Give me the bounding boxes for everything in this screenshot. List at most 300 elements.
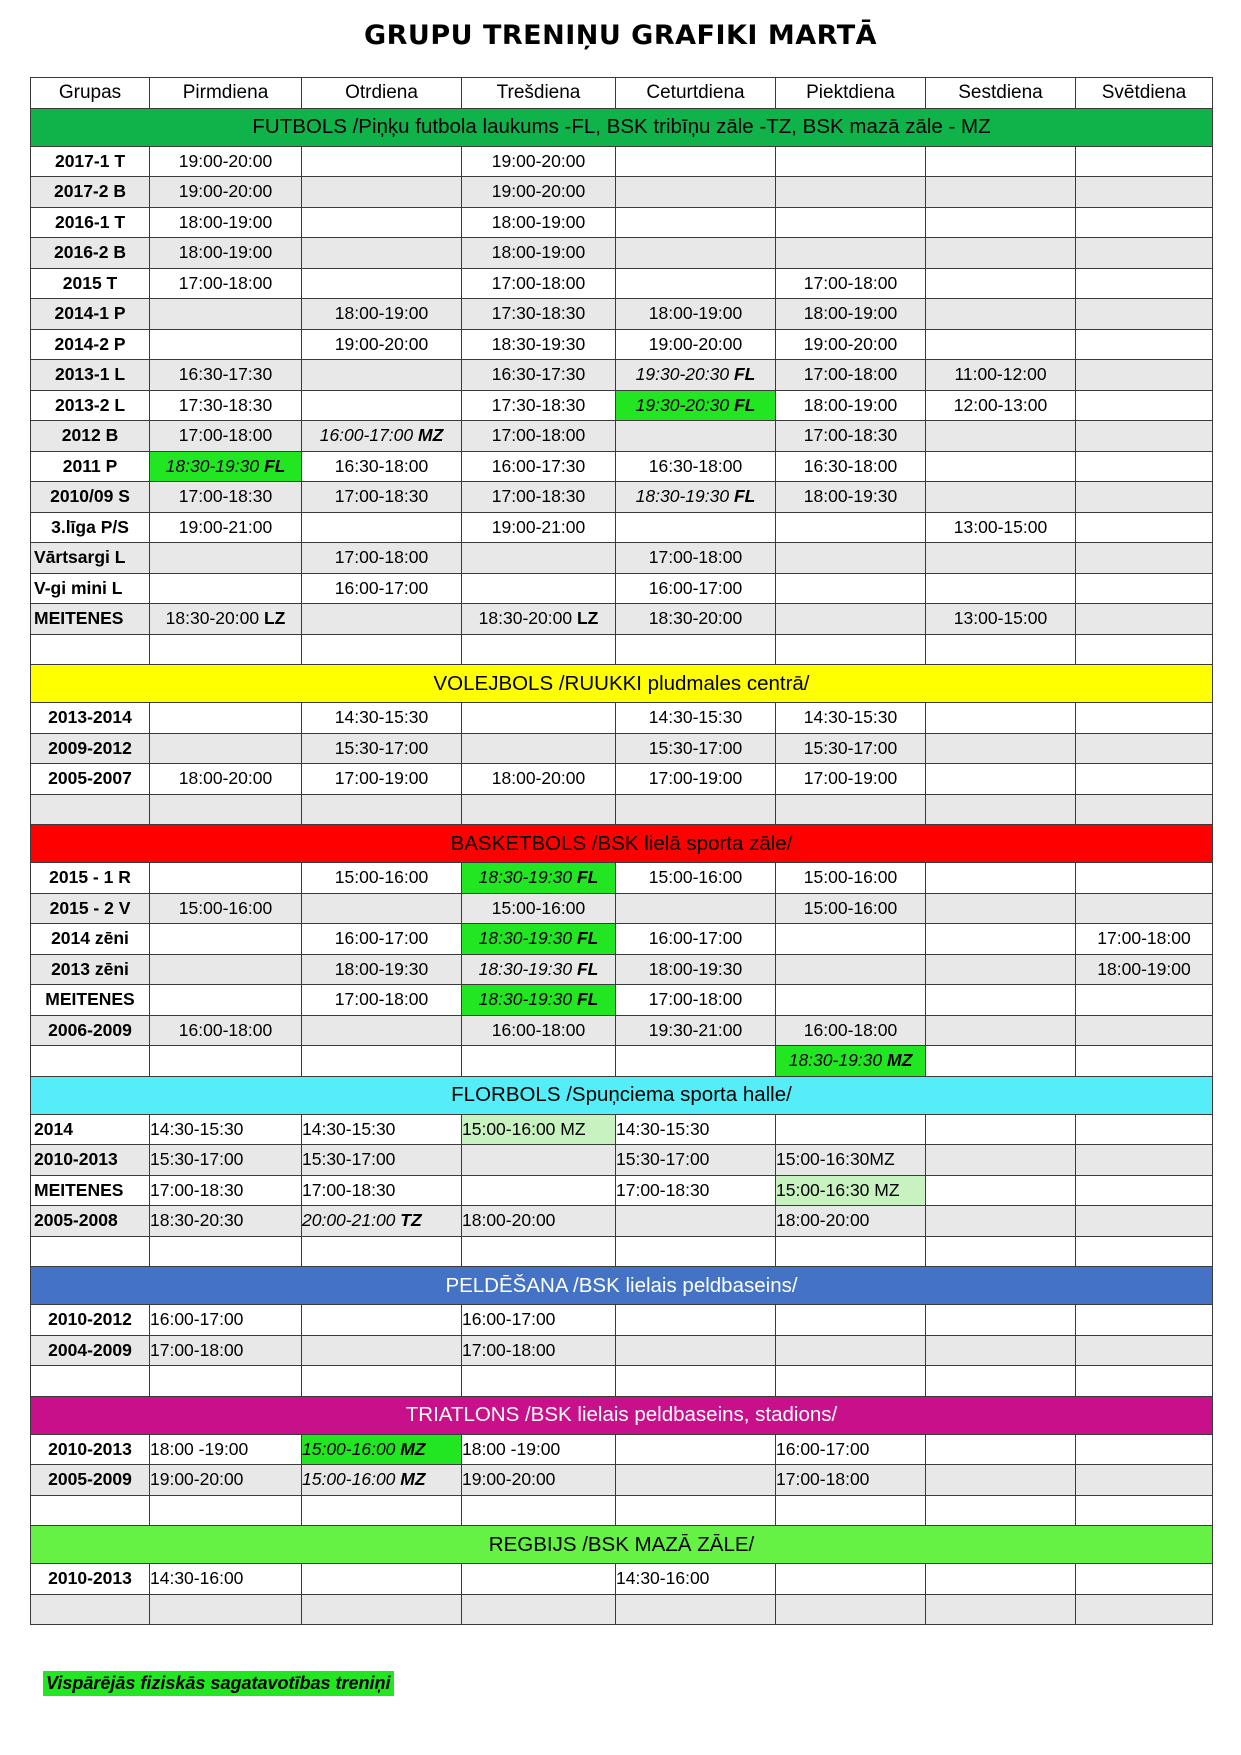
schedule-cell-tuesday <box>302 1366 462 1397</box>
schedule-cell-wednesday <box>462 1145 616 1176</box>
schedule-cell-wednesday <box>462 512 616 543</box>
schedule-cell-wednesday <box>462 451 616 482</box>
time-slot-text: 17:00-18:00 <box>178 272 273 293</box>
schedule-cell-sunday <box>1076 482 1213 513</box>
time-slot-text: 16:00-17:00 MZ <box>319 425 444 446</box>
schedule-cell-friday <box>776 604 926 635</box>
schedule-cell-friday <box>776 1145 926 1176</box>
schedule-cell-saturday <box>926 1236 1076 1267</box>
schedule-cell-friday <box>776 1465 926 1496</box>
schedule-cell-saturday <box>926 604 1076 635</box>
schedule-cell-thursday <box>616 634 776 665</box>
schedule-cell-tuesday <box>302 733 462 764</box>
group-name-cell: 2017-1 T <box>31 146 150 177</box>
schedule-cell-wednesday <box>462 1564 616 1595</box>
time-slot-text: 20:00-21:00 TZ <box>302 1210 422 1231</box>
schedule-cell-friday <box>776 1046 926 1077</box>
header-row <box>31 78 1213 109</box>
schedule-cell-thursday <box>616 1465 776 1496</box>
schedule-cell-thursday <box>616 1335 776 1366</box>
schedule-cell-sunday <box>1076 512 1213 543</box>
schedule-cell-sunday <box>1076 268 1213 299</box>
time-slot-text: 17:00-18:30 <box>803 425 898 446</box>
time-slot-text: 13:00-15:00 <box>953 516 1048 537</box>
time-slot-text: 18:30-19:30 FL <box>635 486 756 507</box>
group-name-cell: 3.līga P/S <box>31 512 150 543</box>
time-slot-text: 15:00-16:00 <box>334 867 429 888</box>
schedule-cell-tuesday <box>302 634 462 665</box>
schedule-cell-friday <box>776 1015 926 1046</box>
section-header-1 <box>31 665 1213 703</box>
table-row <box>31 299 1213 330</box>
schedule-cell-saturday <box>926 634 1076 665</box>
schedule-cell-sunday <box>1076 238 1213 269</box>
time-slot-text: 15:00-16:00 MZ <box>462 1118 586 1139</box>
time-slot-text: 19:00-21:00 <box>178 516 273 537</box>
schedule-cell-monday <box>150 1495 302 1526</box>
group-name-cell: V-gi mini L <box>31 573 150 604</box>
table-row <box>31 1366 1213 1397</box>
schedule-cell-friday <box>776 1366 926 1397</box>
schedule-cell-monday <box>150 634 302 665</box>
schedule-cell-wednesday <box>462 1335 616 1366</box>
schedule-cell-wednesday <box>462 1236 616 1267</box>
schedule-cell-monday <box>150 512 302 543</box>
table-row <box>31 1015 1213 1046</box>
schedule-cell-tuesday <box>302 421 462 452</box>
schedule-cell-friday <box>776 794 926 825</box>
time-slot-text: 18:30-20:00 LZ <box>165 608 286 629</box>
section-title: PELDĒŠANA /BSK lielais peldbaseins/ <box>31 1267 1213 1305</box>
schedule-cell-saturday <box>926 1145 1076 1176</box>
schedule-cell-saturday <box>926 268 1076 299</box>
group-name-cell: 2013-2 L <box>31 390 150 421</box>
time-slot-text: 17:00-18:30 <box>150 1179 244 1200</box>
schedule-cell-saturday <box>926 1594 1076 1625</box>
time-slot-text: 17:00-18:30 <box>616 1179 710 1200</box>
schedule-cell-friday <box>776 207 926 238</box>
schedule-cell-monday <box>150 1465 302 1496</box>
group-name-cell: 2010-2013 <box>31 1145 150 1176</box>
time-slot-text: 15:30-17:00 <box>150 1149 244 1170</box>
schedule-cell-tuesday <box>302 1495 462 1526</box>
time-slot-text: 16:00-17:00 <box>150 1309 244 1330</box>
schedule-cell-monday <box>150 1335 302 1366</box>
table-row <box>31 573 1213 604</box>
group-name-cell <box>31 1495 150 1526</box>
group-name-cell: 2005-2007 <box>31 764 150 795</box>
time-slot-text: 18:00-19:00 <box>803 303 898 324</box>
schedule-cell-friday <box>776 421 926 452</box>
schedule-cell-wednesday <box>462 329 616 360</box>
schedule-cell-wednesday <box>462 268 616 299</box>
group-name-cell: 2010-2013 <box>31 1564 150 1595</box>
schedule-cell-friday <box>776 329 926 360</box>
schedule-cell-wednesday <box>462 1594 616 1625</box>
schedule-cell-saturday <box>926 360 1076 391</box>
time-slot-text: 18:00-19:00 <box>334 303 429 324</box>
time-slot-text: 18:30-19:30 FL <box>478 958 599 979</box>
schedule-cell-friday <box>776 146 926 177</box>
table-row <box>31 634 1213 665</box>
table-row <box>31 863 1213 894</box>
time-slot-text: 16:00-17:00 <box>648 928 743 949</box>
table-row <box>31 954 1213 985</box>
group-name-cell: 2004-2009 <box>31 1335 150 1366</box>
time-slot-text: 17:00-18:00 <box>334 989 429 1010</box>
schedule-table <box>30 77 1213 1625</box>
schedule-cell-thursday <box>616 863 776 894</box>
time-slot-text: 19:00-20:00 <box>491 181 586 202</box>
schedule-cell-tuesday <box>302 482 462 513</box>
table-row <box>31 1564 1213 1595</box>
time-slot-text: 19:00-20:00 <box>334 333 429 354</box>
time-slot-text: 17:00-18:00 <box>1097 928 1191 949</box>
schedule-cell-thursday <box>616 299 776 330</box>
time-slot-text: 17:30-18:30 <box>491 303 586 324</box>
group-name-cell: MEITENES <box>31 985 150 1016</box>
page-title: GRUPU TRENIŅU GRAFIKI MARTĀ <box>363 20 878 51</box>
schedule-cell-monday <box>150 421 302 452</box>
group-name-cell <box>31 794 150 825</box>
schedule-cell-saturday <box>926 703 1076 734</box>
schedule-cell-saturday <box>926 764 1076 795</box>
schedule-cell-sunday <box>1076 207 1213 238</box>
column-header-monday: Pirmdiena <box>150 78 302 109</box>
schedule-cell-friday <box>776 451 926 482</box>
time-slot-text: 17:00-18:00 <box>150 1339 244 1360</box>
time-slot-text: 17:00-18:00 <box>462 1339 556 1360</box>
section-title: TRIATLONS /BSK lielais peldbaseins, stadions/ <box>31 1396 1213 1434</box>
schedule-cell-wednesday <box>462 764 616 795</box>
time-slot-text: 15:00-16:30MZ <box>776 1149 895 1170</box>
time-slot-text: 14:30-15:30 <box>803 707 898 728</box>
schedule-cell-thursday <box>616 146 776 177</box>
schedule-cell-thursday <box>616 924 776 955</box>
group-name-cell: 2010-2012 <box>31 1305 150 1336</box>
time-slot-text: 14:30-15:30 <box>150 1118 244 1139</box>
table-row <box>31 1335 1213 1366</box>
schedule-cell-saturday <box>926 1046 1076 1077</box>
column-header-groups: Grupas <box>31 78 150 109</box>
schedule-cell-friday <box>776 177 926 208</box>
time-slot-text: 18:30-19:30 FL <box>165 455 286 476</box>
time-slot-text: 14:30-15:30 <box>616 1118 710 1139</box>
column-header-sunday: Svētdiena <box>1076 78 1213 109</box>
group-name-cell: 2005-2008 <box>31 1206 150 1237</box>
schedule-cell-sunday <box>1076 1175 1213 1206</box>
group-name-cell <box>31 1046 150 1077</box>
time-slot-text: 13:00-15:00 <box>953 608 1048 629</box>
schedule-cell-friday <box>776 1206 926 1237</box>
schedule-cell-saturday <box>926 512 1076 543</box>
schedule-cell-sunday <box>1076 1594 1213 1625</box>
schedule-cell-tuesday <box>302 268 462 299</box>
schedule-cell-friday <box>776 764 926 795</box>
schedule-cell-sunday <box>1076 573 1213 604</box>
schedule-cell-friday <box>776 299 926 330</box>
column-header-friday: Piektdiena <box>776 78 926 109</box>
group-name-cell <box>31 1236 150 1267</box>
time-slot-text: 18:00-19:00 <box>178 211 273 232</box>
time-slot-text: 17:00-18:00 <box>803 272 898 293</box>
schedule-cell-friday <box>776 1495 926 1526</box>
schedule-cell-sunday <box>1076 421 1213 452</box>
time-slot-text: 18:00-19:00 <box>178 242 273 263</box>
time-slot-text: 15:00-16:30 MZ <box>776 1179 900 1200</box>
time-slot-text: 16:00-17:00 <box>462 1309 556 1330</box>
table-row <box>31 893 1213 924</box>
schedule-cell-wednesday <box>462 1114 616 1145</box>
schedule-cell-sunday <box>1076 954 1213 985</box>
schedule-cell-thursday <box>616 421 776 452</box>
schedule-cell-sunday <box>1076 451 1213 482</box>
schedule-cell-tuesday <box>302 1046 462 1077</box>
schedule-cell-tuesday <box>302 573 462 604</box>
time-slot-text: 17:00-18:00 <box>648 989 743 1010</box>
schedule-cell-sunday <box>1076 177 1213 208</box>
section-title: BASKETBOLS /BSK lielā sporta zāle/ <box>31 825 1213 863</box>
time-slot-text: 14:30-15:30 <box>334 707 429 728</box>
time-slot-text: 17:00-18:00 <box>803 364 898 385</box>
schedule-cell-wednesday <box>462 299 616 330</box>
schedule-cell-monday <box>150 543 302 574</box>
schedule-cell-thursday <box>616 177 776 208</box>
schedule-cell-thursday <box>616 764 776 795</box>
time-slot-text: 14:30-16:00 <box>616 1568 710 1589</box>
schedule-cell-friday <box>776 1594 926 1625</box>
time-slot-text: 17:00-18:00 <box>491 272 586 293</box>
schedule-cell-saturday <box>926 451 1076 482</box>
schedule-cell-tuesday <box>302 1145 462 1176</box>
schedule-cell-monday <box>150 299 302 330</box>
schedule-cell-wednesday <box>462 1495 616 1526</box>
schedule-cell-tuesday <box>302 207 462 238</box>
schedule-body <box>31 108 1213 1625</box>
time-slot-text: 16:30-18:00 <box>334 455 429 476</box>
schedule-cell-wednesday <box>462 360 616 391</box>
schedule-cell-wednesday <box>462 482 616 513</box>
group-name-cell: MEITENES <box>31 1175 150 1206</box>
schedule-cell-sunday <box>1076 1305 1213 1336</box>
schedule-cell-thursday <box>616 1175 776 1206</box>
schedule-cell-tuesday <box>302 299 462 330</box>
time-slot-text: 18:00-19:00 <box>648 303 743 324</box>
section-title: FUTBOLS /Piņķu futbola laukums -FL, BSK tribīņu zāle -TZ, BSK mazā zāle - MZ <box>31 108 1213 146</box>
schedule-cell-thursday <box>616 985 776 1016</box>
schedule-cell-thursday <box>616 1206 776 1237</box>
schedule-cell-monday <box>150 573 302 604</box>
time-slot-text: 16:00-18:00 <box>178 1019 273 1040</box>
schedule-cell-saturday <box>926 299 1076 330</box>
table-row <box>31 207 1213 238</box>
schedule-cell-friday <box>776 1175 926 1206</box>
schedule-cell-monday <box>150 985 302 1016</box>
schedule-cell-saturday <box>926 1175 1076 1206</box>
group-name-cell: 2014-2 P <box>31 329 150 360</box>
schedule-cell-sunday <box>1076 794 1213 825</box>
time-slot-text: 18:00-19:00 <box>803 394 898 415</box>
time-slot-text: 17:30-18:30 <box>491 394 586 415</box>
schedule-cell-sunday <box>1076 604 1213 635</box>
time-slot-text: 18:00-19:30 <box>648 958 743 979</box>
schedule-cell-saturday <box>926 794 1076 825</box>
schedule-cell-sunday <box>1076 1366 1213 1397</box>
time-slot-text: 19:00-20:00 <box>150 1469 244 1490</box>
time-slot-text: 18:30-19:30 MZ <box>788 1050 913 1071</box>
time-slot-text: 18:00-19:30 <box>334 958 429 979</box>
time-slot-text: 15:00-16:00 <box>803 867 898 888</box>
time-slot-text: 18:00-19:00 <box>1097 958 1191 979</box>
time-slot-text: 17:00-18:00 <box>491 425 586 446</box>
schedule-cell-wednesday <box>462 893 616 924</box>
table-row <box>31 329 1213 360</box>
schedule-cell-monday <box>150 1175 302 1206</box>
schedule-cell-friday <box>776 1335 926 1366</box>
schedule-cell-tuesday <box>302 1236 462 1267</box>
schedule-cell-friday <box>776 268 926 299</box>
table-row <box>31 604 1213 635</box>
schedule-cell-saturday <box>926 146 1076 177</box>
schedule-cell-saturday <box>926 985 1076 1016</box>
time-slot-text: 17:00-18:30 <box>491 486 586 507</box>
time-slot-text: 18:00-19:00 <box>491 242 586 263</box>
time-slot-text: 17:00-18:00 <box>776 1469 870 1490</box>
schedule-cell-monday <box>150 1114 302 1145</box>
time-slot-text: 16:30-17:30 <box>178 364 273 385</box>
table-row <box>31 1465 1213 1496</box>
time-slot-text: 17:00-19:00 <box>648 768 743 789</box>
time-slot-text: 19:00-20:00 <box>178 181 273 202</box>
group-name-cell: 2010-2013 <box>31 1434 150 1465</box>
schedule-cell-sunday <box>1076 1335 1213 1366</box>
schedule-cell-wednesday <box>462 1366 616 1397</box>
group-name-cell: 2012 B <box>31 421 150 452</box>
schedule-cell-sunday <box>1076 1046 1213 1077</box>
section-title: VOLEJBOLS /RUUKKI pludmales centrā/ <box>31 665 1213 703</box>
schedule-cell-wednesday <box>462 207 616 238</box>
schedule-cell-wednesday <box>462 733 616 764</box>
schedule-cell-wednesday <box>462 238 616 269</box>
schedule-cell-saturday <box>926 573 1076 604</box>
schedule-cell-monday <box>150 924 302 955</box>
time-slot-text: 15:30-17:00 <box>648 737 743 758</box>
schedule-cell-friday <box>776 893 926 924</box>
table-row <box>31 924 1213 955</box>
schedule-cell-wednesday <box>462 1465 616 1496</box>
group-name-cell: 2006-2009 <box>31 1015 150 1046</box>
schedule-cell-tuesday <box>302 1015 462 1046</box>
schedule-cell-monday <box>150 1594 302 1625</box>
schedule-cell-friday <box>776 238 926 269</box>
schedule-cell-thursday <box>616 390 776 421</box>
schedule-cell-sunday <box>1076 1145 1213 1176</box>
schedule-cell-sunday <box>1076 1465 1213 1496</box>
time-slot-text: 17:00-19:00 <box>803 768 898 789</box>
schedule-cell-wednesday <box>462 1015 616 1046</box>
schedule-cell-thursday <box>616 329 776 360</box>
column-header-wednesday: Trešdiena <box>462 78 616 109</box>
schedule-cell-wednesday <box>462 924 616 955</box>
schedule-cell-tuesday <box>302 1465 462 1496</box>
group-name-cell: 2009-2012 <box>31 733 150 764</box>
group-name-cell: 2014 <box>31 1114 150 1145</box>
schedule-cell-tuesday <box>302 1206 462 1237</box>
schedule-cell-wednesday <box>462 954 616 985</box>
time-slot-text: 18:00-19:30 <box>803 486 898 507</box>
time-slot-text: 19:00-20:00 <box>803 333 898 354</box>
schedule-cell-monday <box>150 482 302 513</box>
schedule-cell-thursday <box>616 1145 776 1176</box>
table-row <box>31 764 1213 795</box>
schedule-cell-sunday <box>1076 329 1213 360</box>
time-slot-text: 19:00-20:00 <box>178 150 273 171</box>
table-row <box>31 1114 1213 1145</box>
schedule-cell-sunday <box>1076 1564 1213 1595</box>
time-slot-text: 15:00-16:00 <box>803 897 898 918</box>
time-slot-text: 16:00-17:00 <box>334 928 429 949</box>
schedule-cell-friday <box>776 1305 926 1336</box>
schedule-cell-friday <box>776 573 926 604</box>
section-header-0 <box>31 108 1213 146</box>
table-row <box>31 238 1213 269</box>
group-name-cell: 2015 - 2 V <box>31 893 150 924</box>
schedule-cell-monday <box>150 1305 302 1336</box>
schedule-cell-wednesday <box>462 543 616 574</box>
schedule-cell-monday <box>150 1015 302 1046</box>
schedule-cell-saturday <box>926 207 1076 238</box>
schedule-cell-friday <box>776 512 926 543</box>
group-name-cell: 2010/09 S <box>31 482 150 513</box>
table-row <box>31 1305 1213 1336</box>
schedule-cell-monday <box>150 238 302 269</box>
time-slot-text: 14:30-15:30 <box>302 1118 396 1139</box>
group-name-cell: 2013 zēni <box>31 954 150 985</box>
schedule-cell-tuesday <box>302 177 462 208</box>
schedule-cell-tuesday <box>302 863 462 894</box>
table-row <box>31 1434 1213 1465</box>
schedule-cell-tuesday <box>302 703 462 734</box>
schedule-cell-wednesday <box>462 177 616 208</box>
time-slot-text: 14:30-15:30 <box>648 707 743 728</box>
group-name-cell <box>31 1594 150 1625</box>
time-slot-text: 17:30-18:30 <box>178 394 273 415</box>
table-row <box>31 177 1213 208</box>
schedule-cell-thursday <box>616 512 776 543</box>
section-header-3 <box>31 1076 1213 1114</box>
schedule-cell-saturday <box>926 1206 1076 1237</box>
time-slot-text: 17:00-18:30 <box>178 486 273 507</box>
schedule-cell-tuesday <box>302 1335 462 1366</box>
schedule-cell-thursday <box>616 703 776 734</box>
schedule-cell-friday <box>776 1114 926 1145</box>
table-row <box>31 390 1213 421</box>
schedule-cell-monday <box>150 268 302 299</box>
time-slot-text: 17:00-18:30 <box>334 486 429 507</box>
schedule-cell-sunday <box>1076 703 1213 734</box>
schedule-cell-thursday <box>616 1434 776 1465</box>
schedule-cell-tuesday <box>302 1114 462 1145</box>
schedule-cell-saturday <box>926 1434 1076 1465</box>
time-slot-text: 18:30-20:00 LZ <box>478 608 599 629</box>
schedule-cell-sunday <box>1076 1236 1213 1267</box>
time-slot-text: 16:00-18:00 <box>491 1019 586 1040</box>
schedule-cell-saturday <box>926 1465 1076 1496</box>
time-slot-text: 12:00-13:00 <box>953 394 1048 415</box>
schedule-cell-sunday <box>1076 893 1213 924</box>
schedule-cell-monday <box>150 177 302 208</box>
schedule-cell-sunday <box>1076 1015 1213 1046</box>
